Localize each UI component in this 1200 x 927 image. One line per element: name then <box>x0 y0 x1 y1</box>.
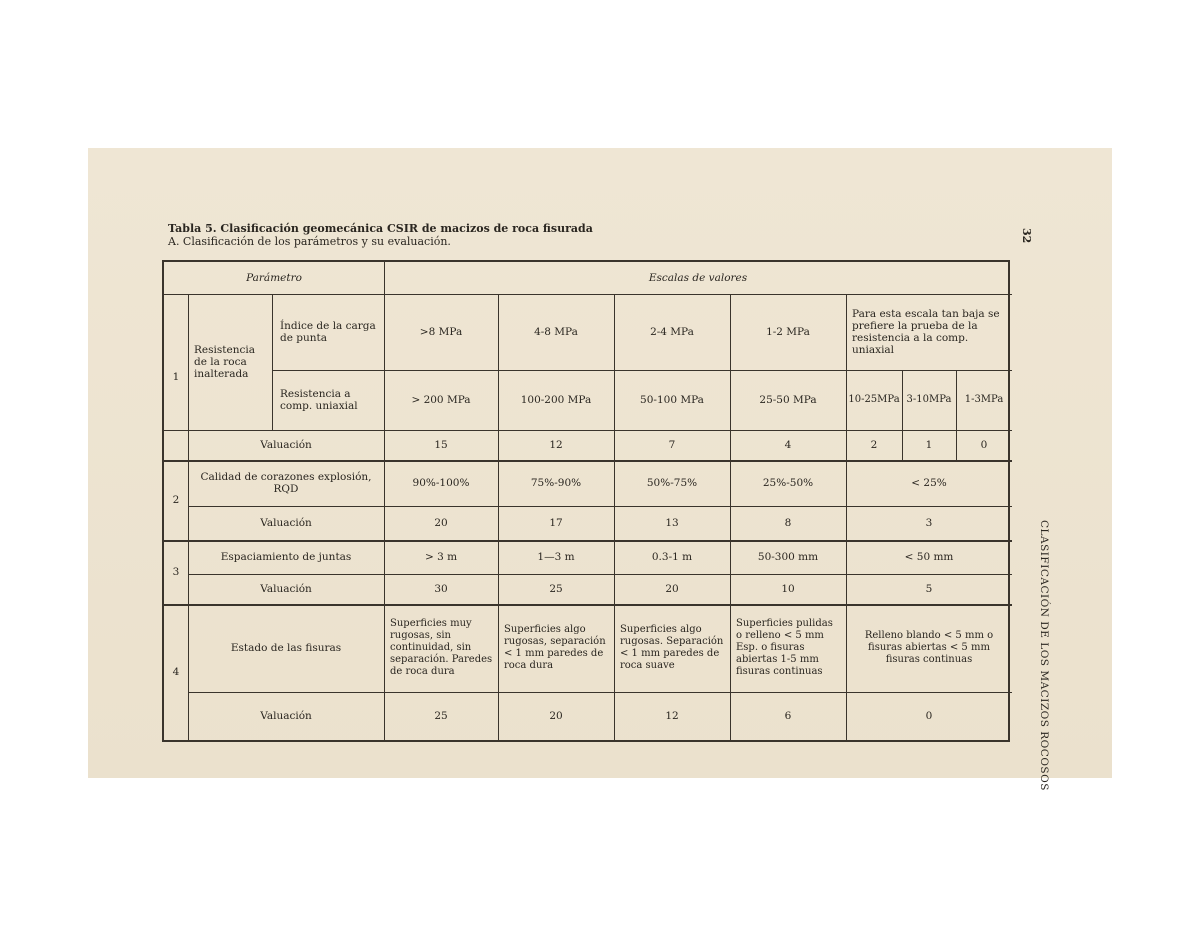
row4-valuacion: 25 <box>434 710 448 722</box>
row2-value: 90%-100% <box>412 477 470 489</box>
row1-valuacion: 15 <box>434 439 448 451</box>
row3-value: 50-300 mm <box>757 551 819 563</box>
row1-sub2-value: > 200 MPa <box>411 394 471 406</box>
row4-value: Relleno blando < 5 mm o fisuras abiertas < 5 mm fisuras continuas <box>864 630 994 665</box>
row2-valuacion-label: Valuación <box>260 517 312 529</box>
table-caption <box>168 222 593 248</box>
row4-value: Superficies algo rugosas. Separación < 1 mm paredes de roca suave <box>620 624 724 671</box>
row2-value: 25%-50% <box>762 477 814 489</box>
row1-sub2-value: 25-50 MPa <box>759 394 817 406</box>
row3-value: 0.3-1 m <box>651 551 693 563</box>
table-subtitle: A. Clasificación de los parámetros y su evaluación. <box>168 235 451 248</box>
row4-value: Superficies algo rugosas, separación < 1 mm paredes de roca dura <box>504 624 606 671</box>
row2-value: < 25% <box>911 477 947 489</box>
row1-sub1-value: >8 MPa <box>419 326 463 338</box>
row1-sub1-value: 2-4 MPa <box>650 326 694 338</box>
row1-sub2-value: 100-200 MPa <box>520 394 592 406</box>
row1-sub1-note: Para esta escala tan baja se prefiere la prueba de la resistencia a la comp. uniaxial <box>852 308 1000 356</box>
row4-valuacion: 12 <box>665 710 679 722</box>
row4-valuacion-label: Valuación <box>260 710 312 722</box>
scanned-page <box>88 148 1112 791</box>
row1-group-label: Resistencia de la roca inalterada <box>194 344 255 380</box>
row1-sub1-label: Índice de la carga de punta <box>280 320 376 344</box>
row3-value: > 3 m <box>424 551 458 563</box>
row1-number: 1 <box>172 371 180 383</box>
row4-label: Estado de las fisuras <box>230 642 342 654</box>
row2-valuacion: 3 <box>925 517 933 529</box>
row1-sub2-value: 1-3MPa <box>964 394 1004 405</box>
row1-valuacion: 7 <box>668 439 676 451</box>
row3-valuacion: 25 <box>549 583 563 595</box>
row3-valuacion: 30 <box>434 583 448 595</box>
row1-valuacion: 4 <box>784 439 792 451</box>
row2-valuacion: 8 <box>784 517 792 529</box>
header-parametro: Parámetro <box>246 272 302 284</box>
csir-table <box>162 260 1010 742</box>
row3-valuacion: 5 <box>925 583 933 595</box>
row1-sub2-value: 3-10MPa <box>906 394 952 405</box>
row1-valuacion: 0 <box>980 439 988 451</box>
row1-sub2-value: 10-25MPa <box>848 394 900 405</box>
page-number: 32 <box>1020 228 1033 244</box>
row3-label: Espaciamiento de juntas <box>220 551 352 563</box>
row4-valuacion: 0 <box>925 710 933 722</box>
row2-label: Calidad de corazones explosión, RQD <box>200 471 372 495</box>
row4-valuacion: 6 <box>784 710 792 722</box>
row1-sub1-value: 1-2 MPa <box>766 326 810 338</box>
row4-number: 4 <box>172 666 180 678</box>
row3-value: 1—3 m <box>537 551 575 563</box>
row3-value: < 50 mm <box>904 551 954 563</box>
row1-valuacion: 1 <box>925 439 933 451</box>
row2-value: 75%-90% <box>530 477 582 489</box>
row1-sub2-label: Resistencia a comp. uniaxial <box>280 388 358 412</box>
row2-value: 50%-75% <box>646 477 698 489</box>
row1-valuacion: 2 <box>870 439 878 451</box>
row2-valuacion: 13 <box>665 517 679 529</box>
row2-number: 2 <box>172 494 180 506</box>
row2-valuacion: 20 <box>434 517 448 529</box>
row3-valuacion-label: Valuación <box>260 583 312 595</box>
row1-sub2-value: 50-100 MPa <box>640 394 704 406</box>
row3-number: 3 <box>172 566 180 578</box>
row1-valuacion-label: Valuación <box>260 439 312 451</box>
row2-valuacion: 17 <box>549 517 563 529</box>
row4-value: Superficies muy rugosas, sin continuidad, sin separación. Paredes de roca dura <box>390 618 493 677</box>
header-escalas: Escalas de valores <box>648 272 748 284</box>
row3-valuacion: 20 <box>665 583 679 595</box>
row3-valuacion: 10 <box>781 583 795 595</box>
row4-value: Superficies pulidas o relleno < 5 mm Esp. o fisuras abiertas 1-5 mm fisuras continuas <box>736 618 833 677</box>
row4-valuacion: 20 <box>549 710 563 722</box>
row1-sub1-value: 4-8 MPa <box>534 326 578 338</box>
table-title: Tabla 5. Clasificación geomecánica CSIR de macizos de roca fisurada <box>168 222 593 235</box>
row1-valuacion: 12 <box>549 439 563 451</box>
running-head: CLASIFICACIÓN DE LOS MACIZOS ROCOSOS <box>1038 520 1050 791</box>
